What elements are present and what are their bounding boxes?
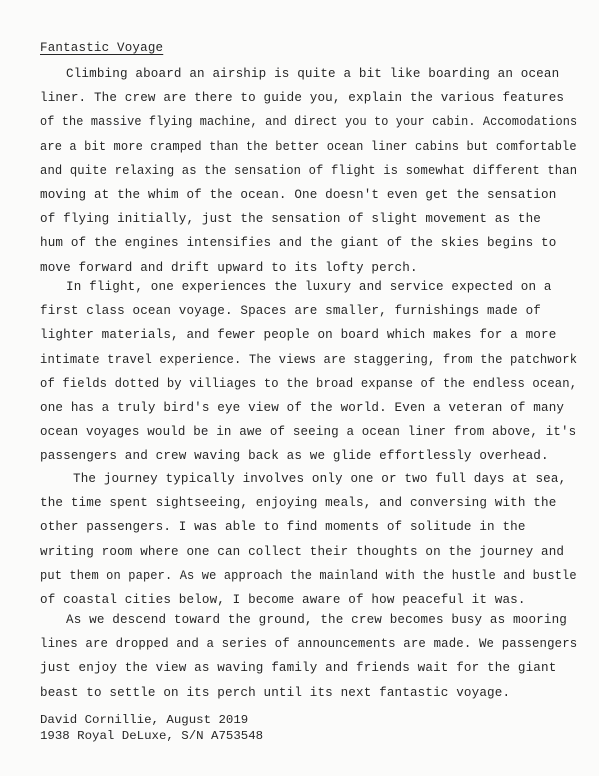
text-line: move forward and drift upward to its lofty perch. — [40, 261, 418, 275]
text-line: are a bit more cramped than the better ocean liner cabins but comfortable — [40, 140, 577, 154]
text-line: the time spent sightseeing, enjoying meals, and conversing with the — [40, 496, 557, 510]
text-line: of flying initially, just the sensation of slight movement as the — [40, 212, 541, 226]
text-line: other passengers. I was able to find moments of solitude in the — [40, 520, 526, 534]
text-line: just enjoy the view as waving family and friends wait for the giant — [40, 661, 557, 675]
text-line: lighter materials, and fewer people on board which makes for a more — [40, 328, 557, 342]
text-line: one has a truly bird's eye view of the world. Even a veteran of many — [40, 401, 565, 415]
text-line: The journey typically involves only one or two full days at sea, — [73, 472, 567, 486]
text-line: and quite relaxing as the sensation of flight is somewhat different than — [40, 164, 578, 178]
text-line: As we descend toward the ground, the crew becomes busy as mooring — [66, 613, 567, 627]
signature-machine: 1938 Royal DeLuxe, S/N A753548 — [40, 729, 264, 743]
text-line: Climbing aboard an airship is quite a bit like boarding an ocean — [66, 67, 560, 81]
text-line: hum of the engines intensifies and the giant of the skies begins to — [40, 236, 557, 250]
text-line: intimate travel experience. The views are staggering, from the patchwork — [40, 353, 578, 367]
text-line: first class ocean voyage. Spaces are smaller, furnishings made of — [40, 304, 541, 318]
text-line: passengers and crew waving back as we glide effortlessly overhead. — [40, 449, 549, 463]
text-line: of the massive flying machine, and direct you to your cabin. Accomodations — [40, 115, 578, 129]
text-line: of fields dotted by villiages to the broad expanse of the endless ocean, — [40, 377, 578, 391]
text-line: of coastal cities below, I become aware of how peaceful it was. — [40, 593, 526, 607]
text-line: lines are dropped and a series of announcements are made. We passengers — [40, 637, 578, 651]
text-line: liner. The crew are there to guide you, explain the various features — [40, 91, 565, 105]
text-line: beast to settle on its perch until its next fantastic voyage. — [40, 686, 511, 700]
text-line: ocean voyages would be in awe of seeing a ocean liner from above, it's — [40, 425, 577, 439]
text-line: In flight, one experiences the luxury and service expected on a — [66, 280, 552, 294]
signature-author: David Cornillie, August 2019 — [40, 713, 249, 727]
text-line: moving at the whim of the ocean. One doesn't even get the sensation — [40, 188, 557, 202]
text-line: put them on paper. As we approach the mainland with the hustle and bustle — [40, 569, 577, 583]
page-title: Fantastic Voyage — [40, 41, 164, 55]
text-line: writing room where one can collect their thoughts on the journey and — [40, 545, 565, 559]
